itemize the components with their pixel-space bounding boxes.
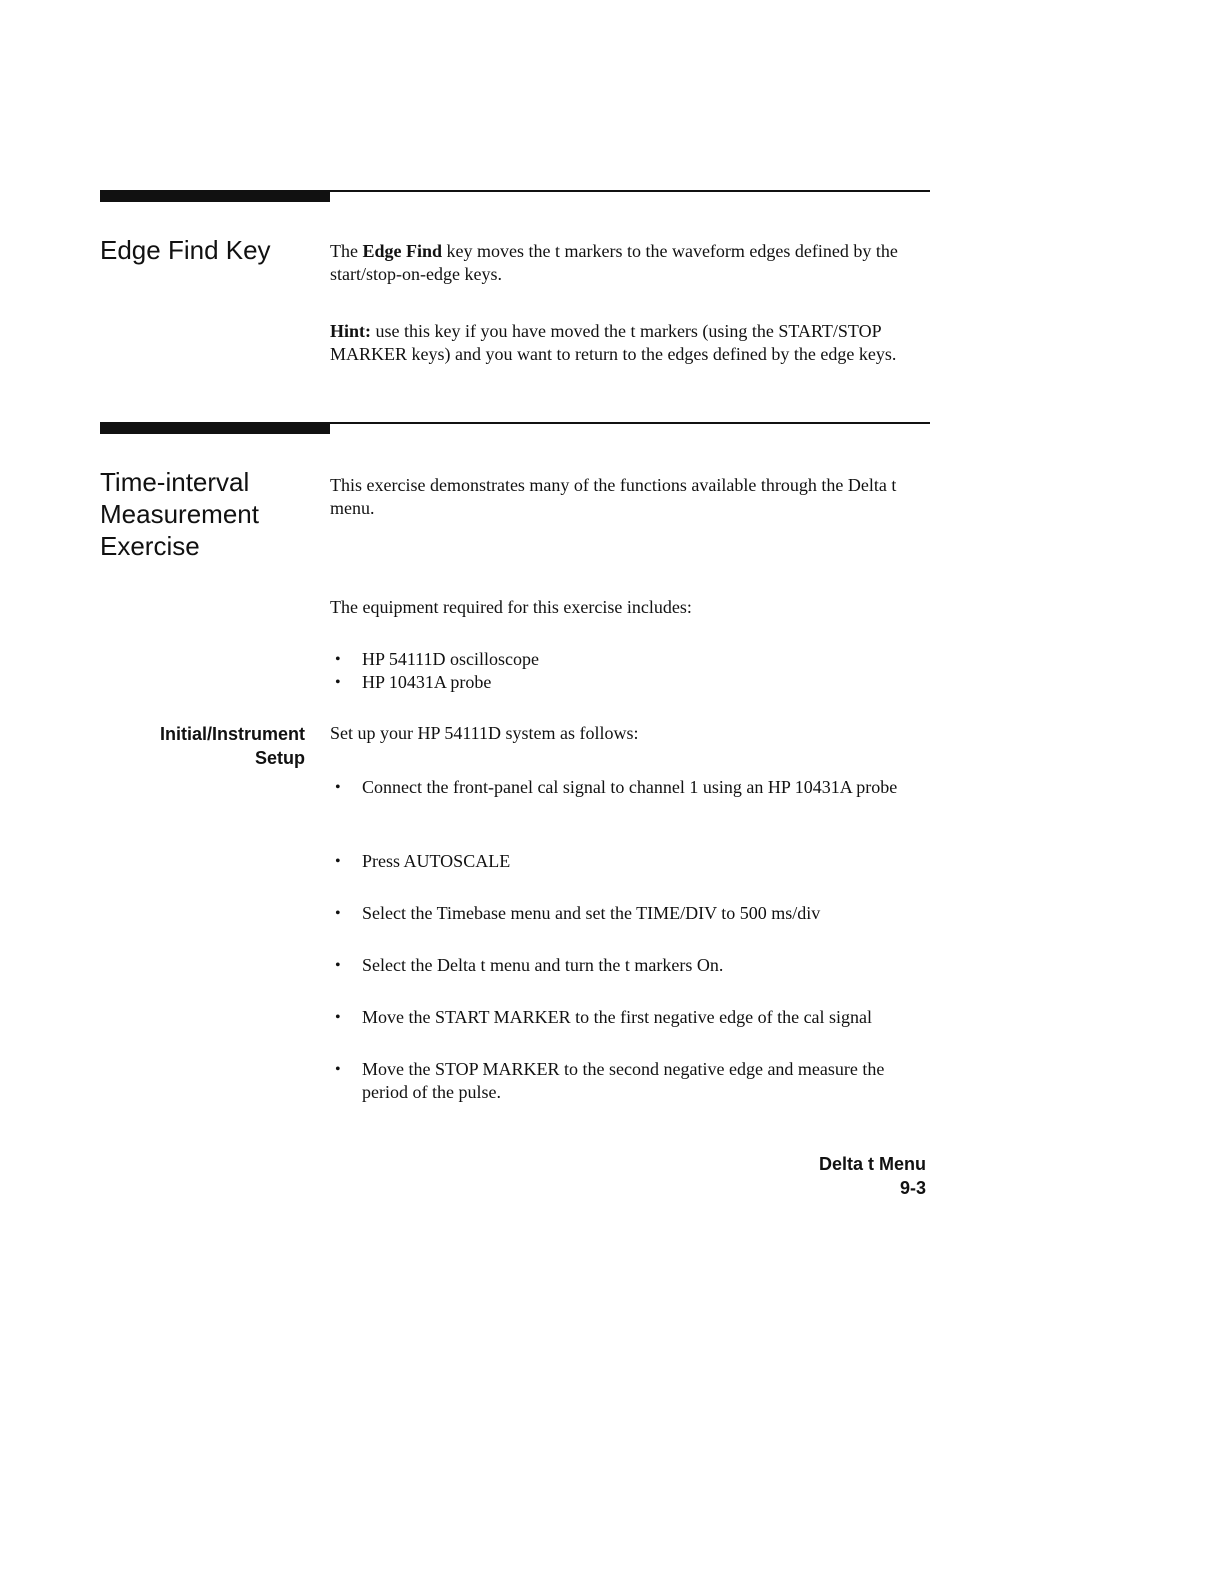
bullet-icon: • [335, 1061, 341, 1078]
list-item [330, 776, 930, 828]
bullet-icon: • [335, 779, 341, 796]
list-item-text: Select the Delta t menu and turn the t markers On. [362, 955, 724, 975]
page-number: 9-3 [899, 1178, 926, 1198]
list-item-text: Press AUTOSCALE [362, 851, 511, 871]
bullet-icon: • [335, 853, 341, 870]
section-rule-bar [100, 192, 330, 202]
edge-find-text-post: key moves the t markers to the waveform edges defined by the start/stop-on-edge keys. [330, 241, 898, 284]
exercise-heading-line: Exercise [100, 531, 200, 561]
section-rule-middle [100, 422, 930, 424]
list-item-text: Select the Timebase menu and set the TIME/DIV to 500 ms/div [362, 903, 821, 923]
exercise-heading-line: Measurement [100, 499, 259, 529]
bullet-icon: • [335, 651, 341, 668]
setup-intro: Set up your HP 54111D system as follows: [330, 723, 639, 743]
hint-text: use this key if you have moved the t markers (using the START/STOP MARKER keys) and you want to return to the edges defined by the edge keys. [330, 321, 897, 364]
edge-find-text-pre: The [330, 241, 363, 261]
list-item [330, 671, 930, 694]
exercise-intro: This exercise demonstrates many of the functions available through the Delta t menu. [330, 475, 897, 518]
section-rule-bar [100, 424, 330, 434]
setup-heading-line: Setup [254, 748, 305, 768]
bullet-icon: • [335, 905, 341, 922]
list-item [330, 648, 930, 671]
bullet-icon: • [335, 957, 341, 974]
equipment-list [330, 648, 930, 694]
list-item [330, 954, 930, 977]
exercise-heading [100, 466, 315, 562]
edge-find-key-name: Edge Find [362, 241, 443, 261]
hint-label: Hint: [330, 321, 372, 341]
equipment-intro: The equipment required for this exercise includes: [330, 597, 692, 617]
setup-steps [330, 776, 930, 1104]
exercise-heading-line: Time-interval [100, 467, 250, 497]
list-item-text: Connect the front-panel cal signal to channel 1 using an HP 10431A probe [362, 777, 898, 797]
list-item [330, 850, 930, 873]
setup-heading [100, 722, 305, 770]
bullet-icon: • [335, 674, 341, 691]
list-item-text: Move the STOP MARKER to the second negative edge and measure the period of the pulse. [362, 1059, 885, 1102]
list-item [330, 1006, 930, 1029]
list-item-text: Move the START MARKER to the first negative edge of the cal signal [362, 1007, 873, 1027]
list-item [330, 1058, 930, 1104]
list-item [330, 902, 930, 925]
list-item-text: HP 10431A probe [362, 672, 492, 692]
section-rule-top [100, 190, 930, 192]
edge-find-heading: Edge Find Key [100, 235, 271, 265]
footer-section-title: Delta t Menu [818, 1154, 926, 1174]
edge-find-description [330, 240, 930, 286]
bullet-icon: • [335, 1009, 341, 1026]
setup-heading-line: Initial/Instrument [159, 724, 305, 744]
page-footer [819, 1152, 926, 1200]
edge-find-hint [330, 320, 930, 366]
list-item-text: HP 54111D oscilloscope [362, 649, 539, 669]
